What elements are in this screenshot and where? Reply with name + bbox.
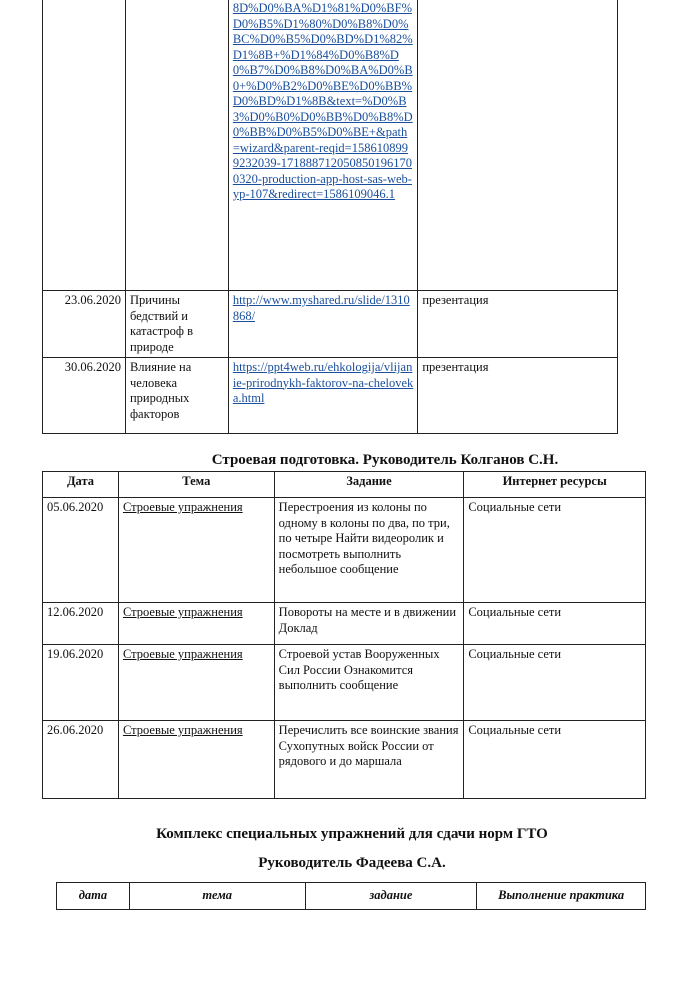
table-row <box>43 0 618 291</box>
topic-link[interactable]: Строевые упражнения <box>122 605 243 619</box>
topic-cell <box>125 0 228 291</box>
topic-link[interactable]: Строевые упражнения <box>122 723 243 737</box>
topic-link[interactable]: Строевые упражнения <box>122 500 243 514</box>
header-date: Дата <box>43 472 119 498</box>
section-title-drill: Строевая подготовка. Руководитель Колганов С.Н. <box>211 452 559 468</box>
date-cell: 19.06.2020 <box>43 645 119 721</box>
resources-table-continued <box>42 0 618 434</box>
topic-cell: Причины бедствий и катастроф в природе <box>125 291 228 358</box>
table-header-row <box>43 472 646 498</box>
table-row <box>43 645 646 721</box>
table-header-row <box>57 883 646 910</box>
topic-cell: Влияние на человека природных факторов <box>125 358 228 434</box>
date-cell: 30.06.2020 <box>43 358 126 434</box>
topic-cell <box>118 498 274 603</box>
header-topic: Тема <box>118 472 274 498</box>
link-cell <box>228 0 418 291</box>
date-cell: 23.06.2020 <box>43 291 126 358</box>
resource-link[interactable]: https://ppt4web.ru/ehkologija/vlijanie-prirodnykh-faktorov-na-cheloveka.html <box>232 360 414 405</box>
table-row <box>43 291 618 358</box>
task-cell: Перечислить все воинские звания Сухопутных войск России от рядового и до маршала <box>274 721 464 799</box>
date-cell: 12.06.2020 <box>43 603 119 645</box>
resources-cell: Социальные сети <box>464 603 646 645</box>
resources-cell: Социальные сети <box>464 498 646 603</box>
task-cell: Повороты на месте и в движении Доклад <box>274 603 464 645</box>
link-cell <box>228 358 418 434</box>
note-cell: презентация <box>418 291 618 358</box>
note-cell: презентация <box>418 358 618 434</box>
table-row <box>43 603 646 645</box>
header-date: дата <box>57 883 130 910</box>
resources-cell: Социальные сети <box>464 721 646 799</box>
header-practice: Выполнение практика <box>477 883 646 910</box>
drill-training-table <box>42 471 646 799</box>
task-cell: Перестроения из колоны по одному в колоны по два, по три, по четыре Найти видеоролик и посмотреть выполнить небольшое сообщение <box>274 498 464 603</box>
header-topic: тема <box>129 883 305 910</box>
table-row <box>43 358 618 434</box>
table-row <box>43 498 646 603</box>
date-cell: 05.06.2020 <box>43 498 119 603</box>
gto-table <box>56 882 646 910</box>
link-cell <box>228 291 418 358</box>
task-cell: Строевой устав Вооруженных Сил России Ознакомится выполнить сообщение <box>274 645 464 721</box>
note-cell <box>418 0 618 291</box>
topic-cell <box>118 645 274 721</box>
section-supervisor: Руководитель Фадеева С.А. <box>258 855 446 871</box>
topic-cell <box>118 603 274 645</box>
resources-cell: Социальные сети <box>464 645 646 721</box>
topic-link[interactable]: Строевые упражнения <box>122 647 243 661</box>
topic-cell <box>118 721 274 799</box>
header-resources: Интернет ресурсы <box>464 472 646 498</box>
date-cell <box>43 0 126 291</box>
date-cell: 26.06.2020 <box>43 721 119 799</box>
header-task: Задание <box>274 472 464 498</box>
resource-link[interactable]: http://www.myshared.ru/slide/1310868/ <box>232 293 410 323</box>
resource-link[interactable]: 8D%D0%BA%D1%81%D0%BF%D0%B5%D1%80%D0%B8%D0%BC%D0%B5%D0%BD%D1%82%D1%8B+%D1%84%D0%B8%D0%B7%D0%B8%D0%BA%D0%B0+%D0%B2%D0%BE%D0%BB%D0%BD%D1%8B&text=%D0%B3%D0%B0%D0%BB%D0%B8%D0%BB%D0%B5%D0%BE+&path=wizard&parent-reqid=1586108999232039-1718887120508501961700320-production-app-host-sas-web-yp-107&redirect=1586109046.1 <box>232 1 413 201</box>
section-title-gto: Комплекс специальных упражнений для сдачи норм ГТО <box>156 826 548 842</box>
header-task: задание <box>305 883 477 910</box>
table-row <box>43 721 646 799</box>
